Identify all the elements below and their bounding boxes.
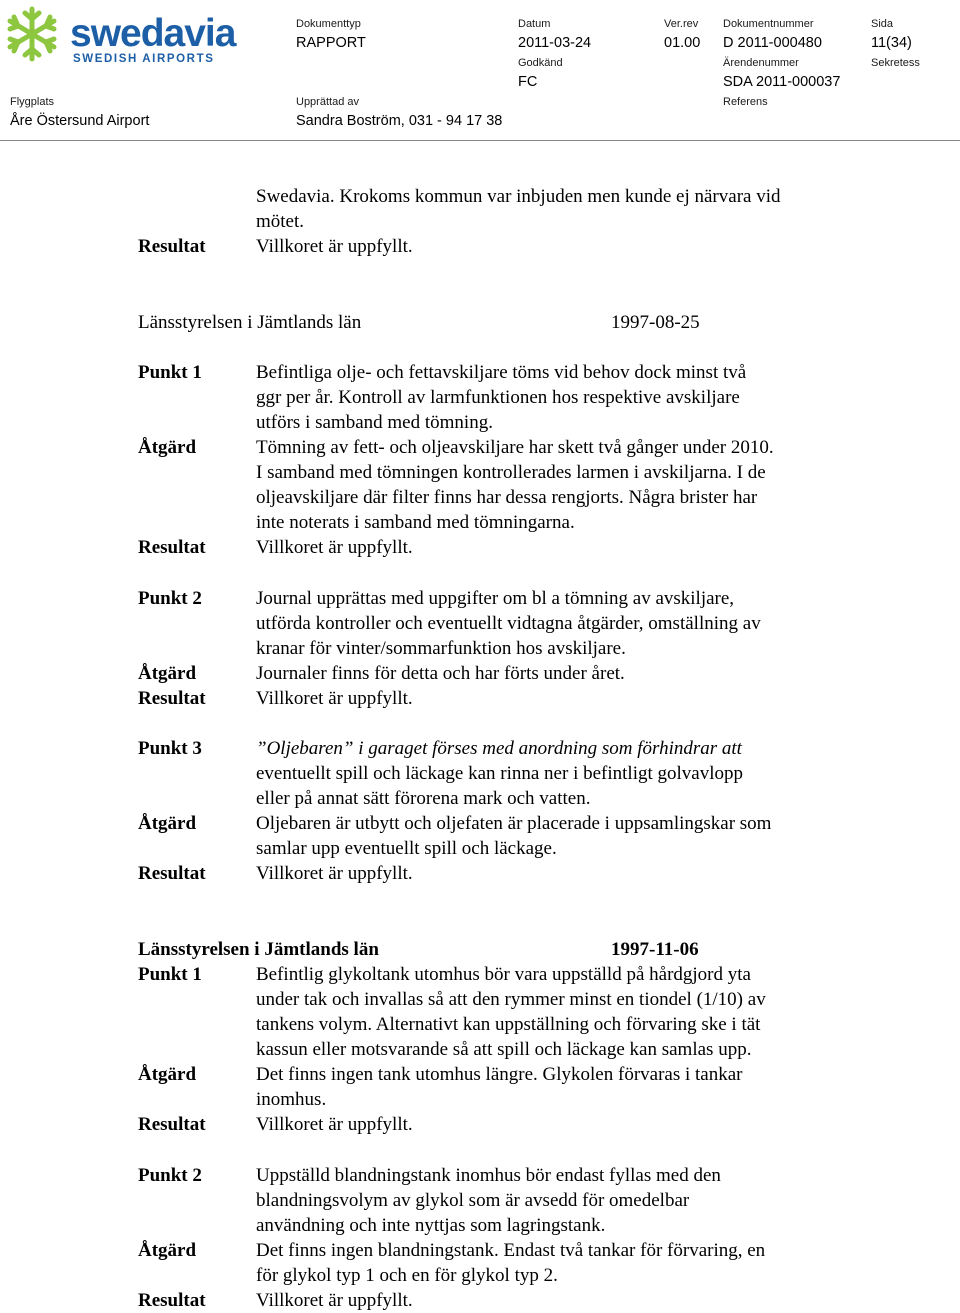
header-divider bbox=[0, 140, 960, 141]
s1-p3-line: eller på annat sätt förorena mark och vatten. bbox=[256, 788, 591, 809]
s2-p2-action-line: för glykol typ 1 och en för glykol typ 2. bbox=[256, 1265, 558, 1286]
casenum-value: SDA 2011-000037 bbox=[723, 74, 841, 90]
s1-p2-line: kranar för vinter/sommarfunktion hos avskiljare. bbox=[256, 638, 626, 659]
reference-label: Referens bbox=[723, 96, 768, 108]
intro-line-2: mötet. bbox=[256, 211, 305, 232]
s2-p2-line: användning och inte nyttjas som lagringstank. bbox=[256, 1215, 606, 1236]
s1-p3-action-line: samlar upp eventuellt spill och läckage. bbox=[256, 838, 557, 859]
s2-p2-action-line: Det finns ingen blandningstank. Endast två tankar för förvaring, en bbox=[256, 1240, 766, 1261]
date-value: 2011-03-24 bbox=[518, 35, 592, 51]
s2-p1-action-label: Åtgärd bbox=[138, 1064, 197, 1085]
s1-p2-action-line: Journaler finns för detta och har förts under året. bbox=[256, 663, 625, 684]
s1-p1-action-line: inte noterats i samband med tömningarna. bbox=[256, 512, 575, 533]
swedavia-logo-wordmark: swedavia bbox=[70, 12, 236, 55]
author-value: Sandra Boström, 031 - 94 17 38 bbox=[296, 113, 503, 129]
s1-p2-result-label: Resultat bbox=[138, 688, 206, 709]
s1-p3-result-label: Resultat bbox=[138, 863, 206, 884]
airport-value: Åre Östersund Airport bbox=[10, 113, 150, 129]
s1-p2-action-label: Åtgärd bbox=[138, 663, 197, 684]
doctype-label: Dokumenttyp bbox=[296, 18, 361, 30]
airport-label: Flygplats bbox=[10, 96, 55, 108]
docnum-label: Dokumentnummer bbox=[723, 18, 814, 30]
s2-p2-action-label: Åtgärd bbox=[138, 1240, 197, 1261]
s2-p1-result-label: Resultat bbox=[138, 1114, 206, 1135]
s1-p2-line: utförda kontroller och eventuellt vidtagna åtgärder, omställning av bbox=[256, 613, 761, 634]
intro-result-label: Resultat bbox=[138, 236, 206, 257]
section2-title: Länsstyrelsen i Jämtlands län bbox=[138, 939, 379, 960]
s1-p3-result-text: Villkoret är uppfyllt. bbox=[256, 863, 413, 884]
s1-p1-action-line: I samband med tömningen kontrollerades larmen i avskiljarna. I de bbox=[256, 462, 766, 483]
s1-p1-line: Befintliga olje- och fettavskiljare töms vid behov dock minst två bbox=[256, 362, 747, 383]
s1-p1-line: ggr per år. Kontroll av larmfunktionen hos respektive avskiljare bbox=[256, 387, 740, 408]
secrecy-label: Sekretess bbox=[871, 57, 920, 69]
approved-label: Godkänd bbox=[518, 57, 563, 69]
s1-p3-line: ”Oljebaren” i garaget förses med anordning som förhindrar att bbox=[256, 738, 742, 759]
s1-p1-line: utförs i samband med tömning. bbox=[256, 412, 493, 433]
s2-p2-result-text: Villkoret är uppfyllt. bbox=[256, 1290, 413, 1311]
s1-p1-result-label: Resultat bbox=[138, 537, 206, 558]
s2-p1-action-line: inomhus. bbox=[256, 1089, 327, 1110]
approved-value: FC bbox=[518, 74, 538, 90]
s2-p2-line: blandningsvolym av glykol som är avsedd för omedelbar bbox=[256, 1190, 690, 1211]
section1-date: 1997-08-25 bbox=[611, 312, 700, 333]
page-value: 11(34) bbox=[871, 35, 912, 51]
s1-p1-result-text: Villkoret är uppfyllt. bbox=[256, 537, 413, 558]
section2-date: 1997-11-06 bbox=[611, 939, 699, 960]
s1-p3-line: eventuellt spill och läckage kan rinna ner i befintligt golvavlopp bbox=[256, 763, 743, 784]
s1-p1-action-line: oljeavskiljare där filter finns har dessa rengjorts. Några brister har bbox=[256, 487, 758, 508]
intro-line-1: Swedavia. Krokoms kommun var inbjuden men kunde ej närvara vid bbox=[256, 186, 781, 207]
version-label: Ver.rev bbox=[664, 18, 699, 30]
s2-p1-action-line: Det finns ingen tank utomhus längre. Glykolen förvaras i tankar bbox=[256, 1064, 743, 1085]
document-header bbox=[0, 0, 960, 142]
s1-p2-label: Punkt 2 bbox=[138, 588, 202, 609]
version-value: 01.00 bbox=[664, 35, 701, 51]
s2-p2-line: Uppställd blandningstank inomhus bör endast fyllas med den bbox=[256, 1165, 721, 1186]
s2-p1-result-text: Villkoret är uppfyllt. bbox=[256, 1114, 413, 1135]
snowflake-logo-icon bbox=[2, 4, 62, 64]
s1-p3-action-label: Åtgärd bbox=[138, 813, 197, 834]
page-label: Sida bbox=[871, 18, 894, 30]
s1-p1-action-label: Åtgärd bbox=[138, 437, 197, 458]
s2-p2-result-label: Resultat bbox=[138, 1290, 206, 1311]
author-label: Upprättad av bbox=[296, 96, 359, 108]
doctype-value: RAPPORT bbox=[296, 35, 366, 51]
casenum-label: Ärendenummer bbox=[723, 57, 799, 69]
s1-p3-label: Punkt 3 bbox=[138, 738, 202, 759]
swedavia-logo-tagline: SWEDISH AIRPORTS bbox=[73, 53, 215, 65]
s1-p1-action-line: Tömning av fett- och oljeavskiljare har skett två gånger under 2010. bbox=[256, 437, 774, 458]
s1-p2-line: Journal upprättas med uppgifter om bl a tömning av avskiljare, bbox=[256, 588, 735, 609]
s1-p3-action-line: Oljebaren är utbytt och oljefaten är placerade i uppsamlingskar som bbox=[256, 813, 772, 834]
s2-p1-line: under tak och invallas så att den rymmer minst en tiondel (1/10) av bbox=[256, 989, 766, 1010]
s2-p1-line: kassun eller motsvarande så att spill och läckage kan samlas upp. bbox=[256, 1039, 752, 1060]
s2-p1-line: tankens volym. Alternativt kan uppställning och förvaring ske i tät bbox=[256, 1014, 761, 1035]
s1-p2-result-text: Villkoret är uppfyllt. bbox=[256, 688, 413, 709]
docnum-value: D 2011-000480 bbox=[723, 35, 822, 51]
s2-p2-label: Punkt 2 bbox=[138, 1165, 202, 1186]
s2-p1-label: Punkt 1 bbox=[138, 964, 202, 985]
intro-result-text: Villkoret är uppfyllt. bbox=[256, 236, 413, 257]
s1-p1-label: Punkt 1 bbox=[138, 362, 202, 383]
s2-p1-line: Befintlig glykoltank utomhus bör vara uppställd på hårdgjord yta bbox=[256, 964, 751, 985]
section1-title: Länsstyrelsen i Jämtlands län bbox=[138, 312, 362, 333]
date-label: Datum bbox=[518, 18, 551, 30]
